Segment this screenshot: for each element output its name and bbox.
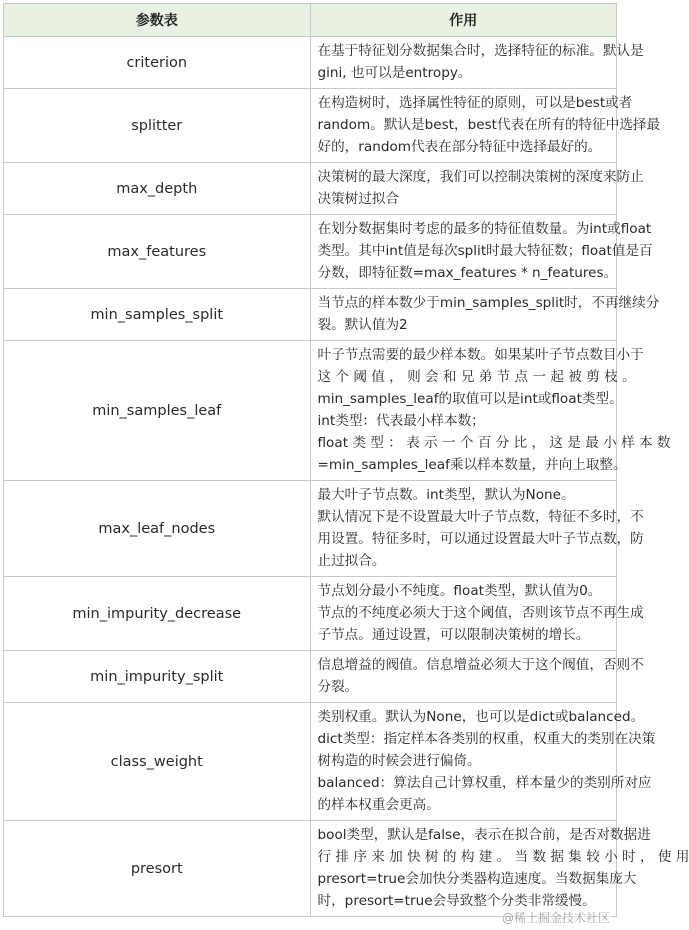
description-line: 用设置。特征多时，可以通过设置最大叶子节点数，防	[317, 531, 644, 547]
table-body	[4, 37, 689, 917]
description-line: 最大叶子节点数。int类型，默认为None。	[317, 487, 575, 503]
description-line: =min_samples_leaf乘以样本数量，并向上取整。	[317, 457, 627, 473]
param-name: min_impurity_decrease	[4, 577, 311, 651]
table-row	[4, 651, 617, 703]
description-line: 节点划分最小不纯度。float类型，默认值为0。	[317, 583, 602, 599]
table-row	[4, 481, 617, 577]
description-line: 默认情况下是不设置最大叶子节点数，特征不多时，不	[317, 509, 644, 525]
table-row	[4, 821, 617, 917]
table-row	[4, 703, 617, 821]
description-line: gini, 也可以是entropy。	[317, 65, 472, 81]
param-description	[310, 481, 644, 577]
table-row	[4, 577, 617, 651]
description-line: 子节点。通过设置，可以限制决策树的增长。	[317, 627, 590, 643]
description-line: int类型：代表最小样本数；	[317, 413, 485, 429]
param-name: criterion	[4, 37, 311, 89]
description-line: 裂。默认值为2	[317, 317, 408, 333]
param-description	[310, 577, 644, 651]
param-name: max_depth	[4, 163, 311, 215]
description-line: 分数，即特征数=max_features * n_features。	[317, 265, 618, 281]
param-description	[310, 703, 656, 821]
param-description	[310, 821, 689, 917]
table-row	[4, 215, 617, 289]
param-description	[310, 651, 644, 703]
param-name: min_samples_split	[4, 289, 311, 341]
description-line: 时，presort=true会导致整个分类非常缓慢。	[317, 893, 596, 909]
table-header-row	[4, 4, 617, 37]
param-name: splitter	[4, 89, 311, 163]
param-name: max_features	[4, 215, 311, 289]
header-param: 参数表	[4, 4, 311, 37]
param-name: min_impurity_split	[4, 651, 311, 703]
param-description	[310, 341, 671, 481]
description-line: 在划分数据集时考虑的最多的特征值数量。为int或float	[317, 221, 652, 237]
header-desc: 作用	[310, 4, 617, 37]
table-row	[4, 37, 617, 89]
description-line: 信息增益的阀值。信息增益必须大于这个阀值，否则不	[317, 657, 644, 673]
description-line: presort=true会加快分类器构造速度。当数据集庞大	[317, 871, 637, 887]
parameter-table	[3, 3, 689, 917]
description-line: bool类型，默认是false，表示在拟合前，是否对数据进	[317, 827, 651, 843]
description-line: 当节点的样本数少于min_samples_split时，不再继续分	[317, 295, 660, 311]
description-line: 的样本权重会更高。	[317, 797, 440, 813]
description-line: dict类型：指定样本各类别的权重，权重大的类别在决策	[317, 731, 656, 747]
watermark: @稀土掘金技术社区	[501, 911, 610, 925]
description-line: 在基于特征划分数据集合时，选择特征的标准。默认是	[317, 43, 644, 59]
param-name: max_leaf_nodes	[4, 481, 311, 577]
description-line: 止过拟合。	[317, 553, 386, 569]
param-description	[310, 289, 660, 341]
param-description	[310, 163, 644, 215]
table-row	[4, 341, 617, 481]
description-line: 行 排 序 来 加 快 树 的 构 建 。 当 数 据 集 较 小 时 ， 使 用	[317, 849, 689, 865]
description-line: min_samples_leaf的取值可以是int或float类型。	[317, 391, 623, 407]
description-line: random。默认是best，best代表在所有的特征中选择最	[317, 117, 661, 133]
table-row	[4, 89, 617, 163]
param-description	[310, 89, 661, 163]
description-line: 决策树过拟合	[317, 191, 400, 207]
param-name: min_samples_leaf	[4, 341, 311, 481]
table-row	[4, 163, 617, 215]
description-line: 分裂。	[317, 679, 359, 695]
table-row	[4, 289, 617, 341]
description-line: 类别权重。默认为None，也可以是dict或balanced。	[317, 709, 645, 725]
description-line: 好的，random代表在部分特征中选择最好的。	[317, 139, 602, 155]
description-line: 类型。其中int值是每次split时最大特征数；float值是百	[317, 243, 653, 259]
param-description	[310, 37, 644, 89]
description-line: 这 个 阈 值 ， 则 会 和 兄 弟 节 点 一 起 被 剪 枝 。	[317, 369, 636, 385]
description-line: 叶子节点需要的最少样本数。如果某叶子节点数目小于	[317, 347, 644, 363]
description-line: 决策树的最大深度，我们可以控制决策树的深度来防止	[317, 169, 644, 185]
description-line: 在构造树时，选择属性特征的原则，可以是best或者	[317, 95, 633, 111]
param-name: presort	[4, 821, 311, 917]
description-line: 树构造的时候会进行偏倚。	[317, 753, 481, 769]
description-line: float 类 型 ： 表 示 一 个 百 分 比 ， 这 是 最 小 样 本 数	[317, 435, 671, 451]
description-line: 节点的不纯度必须大于这个阈值，否则该节点不再生成	[317, 605, 644, 621]
param-name: class_weight	[4, 703, 311, 821]
param-description	[310, 215, 653, 289]
description-line: balanced：算法自己计算权重，样本量少的类别所对应	[317, 775, 652, 791]
